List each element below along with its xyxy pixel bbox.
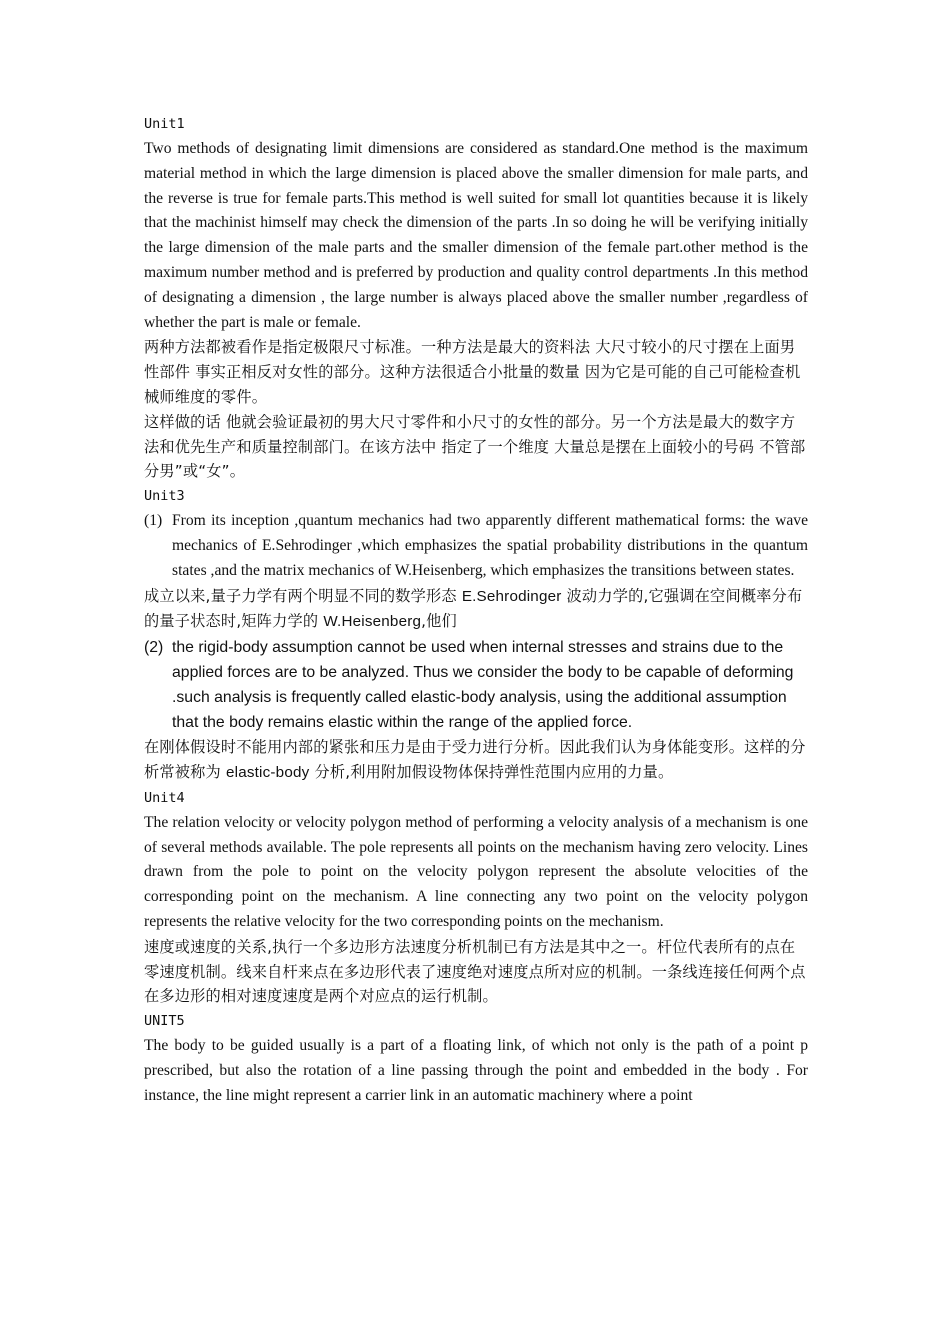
- unit3-item-1-number: (1): [144, 512, 163, 530]
- unit3-item-1: [144, 509, 808, 583]
- unit3-item-2-chinese: 在刚体假设时不能用内部的紧张和压力是由于受力进行分析。因此我们认为身体能变形。这样的分析常被称为 elastic-body 分析,利用附加假设物体保持弹性范围内应用的力量。: [144, 738, 806, 781]
- unit4-english-paragraph: The relation velocity or velocity polygon method of performing a velocity analysis of a mechanism is one of several methods available. The pole represents all points on the mechanism having zero velocity. Lines drawn from the pole to point on the velocity polygon represent the absolute velocities of the corresponding point on the mechanism. A line connecting any two point on the velocity polygon represents the relative velocity for the two corresponding points on the mechanism.: [144, 813, 808, 930]
- unit3-item-1-english: From its inception ,quantum mechanics had two apparently different mathematical forms: the wave mechanics of E.Sehrodinger ,which emphasizes the spatial probability distributions in the quantum states ,and the matrix mechanics of W.Heisenberg, which emphasizes the transitions between states.: [172, 512, 808, 579]
- unit3-item-1-chinese: 成立以来,量子力学有两个明显不同的数学形态 E.Sehrodinger 波动力学的,它强调在空间概率分布的量子状态时,矩阵力学的 W.Heisenberg,他们: [144, 586, 803, 631]
- unit1-chinese-paragraph-1: 两种方法都被看作是指定极限尺寸标准。一种方法是最大的资料法 大尺寸较小的尺寸摆在上面男性部件 事实正相反对女性的部分。这种方法很适合小批量的数量 因为它是可能的自己可能检查机械师维度的零件。: [144, 338, 801, 406]
- unit3-item-2-number: (2): [144, 639, 164, 657]
- unit1-chinese-paragraph-2: 这样做的话 他就会验证最初的男大尺寸零件和小尺寸的女性的部分。另一个方法是最大的数字方法和优先生产和质量控制部门。在该方法中 指定了一个维度 大量总是摆在上面较小的号码 不管部分男”或“女”。: [144, 412, 806, 481]
- unit3-item-2-english: the rigid-body assumption cannot be used when internal stresses and strains due to the applied forces are to be analyzed. Thus we consider the body to be capable of deforming .such analysis is frequently called elastic-body analysis, using the additional assumption that the body remains elastic within the range of the applied force.: [172, 639, 794, 732]
- document-page: [144, 112, 808, 1109]
- unit1-english-paragraph: Two methods of designating limit dimensions are considered as standard.One method is the maximum material method in which the large dimension is placed above the smaller dimension for male parts, and the reverse is true for female parts.This method is well suited for small lot quantities because it is likely that the machinist himself may check the dimension of the parts .In so doing he will be verifying initially the large dimension of the male parts and the smaller dimension of the female part.other method is the maximum number method and is preferred by production and quality control departments .In this method of designating a dimension , the large number is always placed above the smaller number ,regardless of whether the part is male or female.: [144, 140, 808, 331]
- unit5-english-paragraph: The body to be guided usually is a part of a floating link, of which not only is the path of a point p prescribed, but also the rotation of a line passing through the point and embedded in the body . For instance, the line might represent a carrier link in an automatic machinery where a point: [144, 1037, 808, 1104]
- unit4-heading: Unit4: [144, 789, 185, 806]
- unit3-item-2: [144, 635, 808, 735]
- unit1-heading: Unit1: [144, 116, 185, 132]
- unit3-heading: Unit3: [144, 488, 185, 505]
- unit5-heading: UNIT5: [144, 1013, 185, 1030]
- unit4-chinese-paragraph: 速度或速度的关系,执行一个多边形方法速度分析机制已有方法是其中之一。杆位代表所有的点在零速度机制。线来自杆来点在多边形代表了速度绝对速度点所对应的机制。一条线连接任何两个点在多边形的相对速度速度是两个对应点的运行机制。: [144, 937, 806, 1006]
